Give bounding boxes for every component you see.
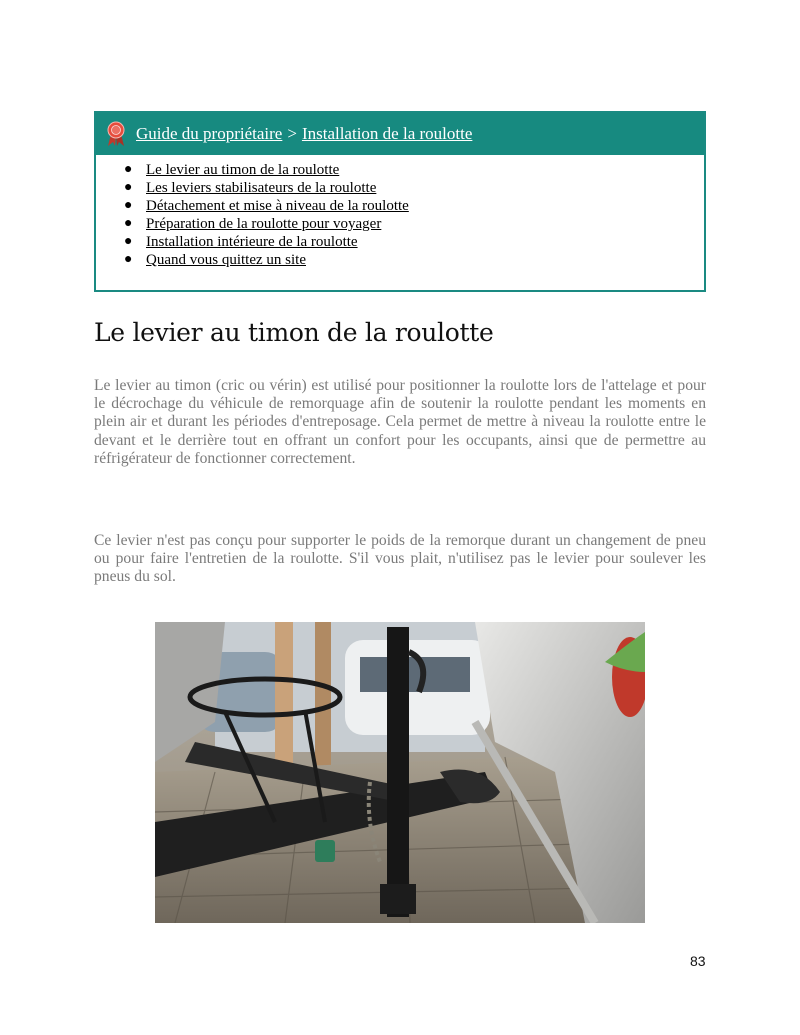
navigation-box [94, 111, 706, 292]
bullet-icon: ● [124, 234, 133, 249]
award-ribbon-icon [106, 121, 126, 147]
link-levier-timon[interactable]: Le levier au timon de la roulotte [146, 162, 340, 178]
list-item [124, 251, 704, 269]
list-item [124, 197, 704, 215]
bullet-icon: ● [124, 162, 133, 177]
section-links-list [96, 155, 704, 269]
breadcrumb-current-link[interactable]: Installation de la roulotte [301, 124, 473, 143]
breadcrumb-home-link[interactable]: Guide du propriétaire [136, 124, 283, 143]
link-detachement[interactable]: Détachement et mise à niveau de la roulotte [146, 198, 409, 214]
list-item [124, 179, 704, 197]
page-number: 83 [690, 953, 706, 969]
breadcrumb [96, 113, 704, 155]
bullet-icon: ● [124, 180, 133, 195]
bullet-icon: ● [124, 252, 133, 267]
warning-paragraph: Ce levier n'est pas conçu pour supporter le poids de la remorque durant un changement de pneu ou pour faire l'entretien de la roulotte. S'il vous plait, n'utilisez pas le levier pour soulever les pneus du sol. [94, 532, 706, 586]
bullet-icon: ● [124, 198, 133, 213]
list-item [124, 215, 704, 233]
tongue-jack-photo [155, 622, 645, 923]
list-item [124, 161, 704, 179]
link-quitter-site[interactable]: Quand vous quittez un site [146, 252, 306, 268]
link-leviers-stabilisateurs[interactable]: Les leviers stabilisateurs de la roulotte [146, 180, 377, 196]
breadcrumb-separator: > [287, 124, 297, 143]
link-preparation[interactable]: Préparation de la roulotte pour voyager [146, 216, 382, 232]
link-installation-interieure[interactable]: Installation intérieure de la roulotte [146, 234, 358, 250]
bullet-icon: ● [124, 216, 133, 231]
page-title: Le levier au timon de la roulotte [94, 318, 494, 347]
intro-paragraph: Le levier au timon (cric ou vérin) est utilisé pour positionner la roulotte lors de l'attelage et pour le décrochage du véhicule de remorquage afin de soutenir la roulotte pendant les moments en plein air et durant les périodes d'entreposage. Cela permet de mettre à niveau la roulotte entre le devant et le derrière tout en offrant un confort pour les occupants, ainsi que de permettre au réfrigérateur de fonctionner correctement. [94, 377, 706, 467]
list-item [124, 233, 704, 251]
